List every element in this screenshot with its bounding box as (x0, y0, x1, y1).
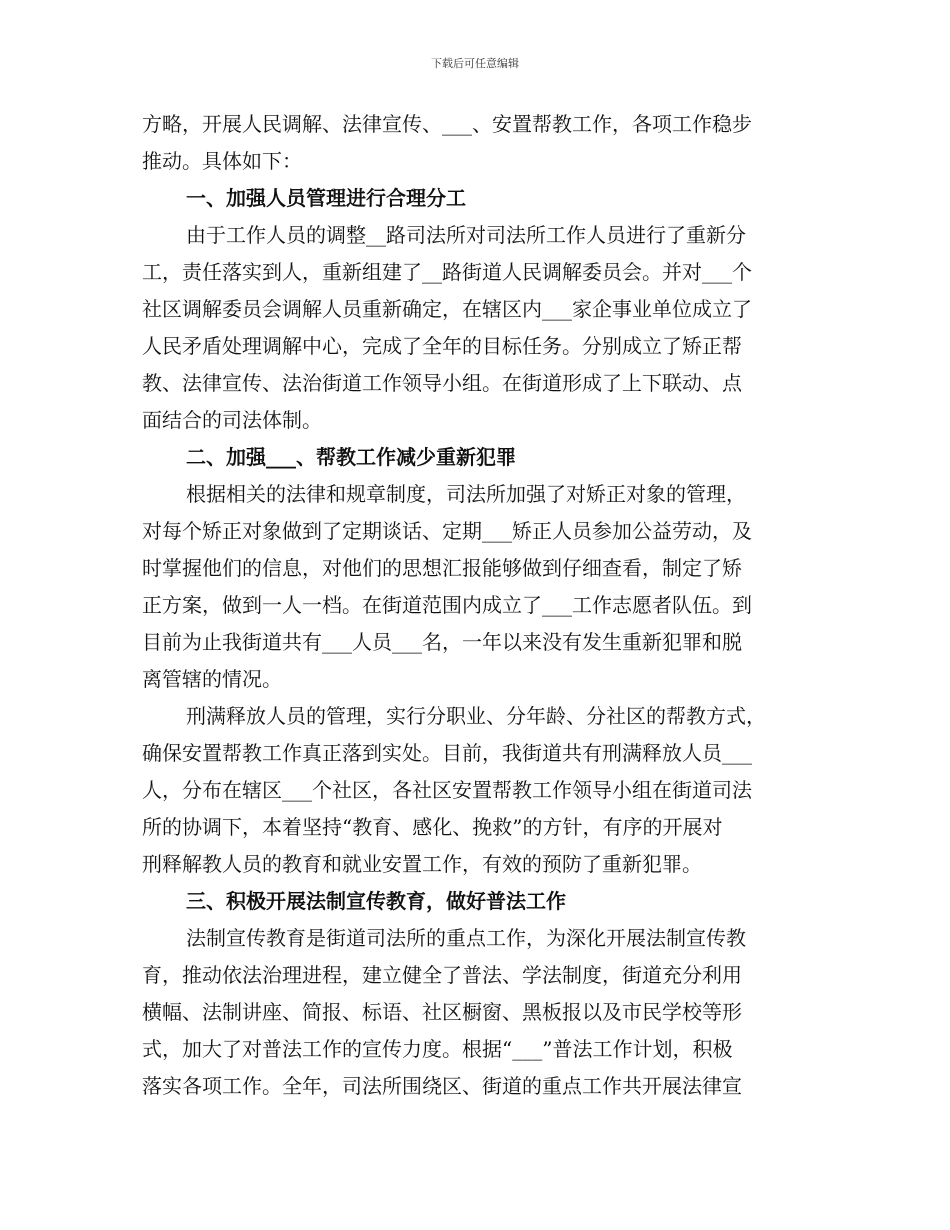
paragraph-line: 工，责任落实到人，重新组建了__路街道人民调解委员会。并对___个 (142, 260, 752, 284)
section-heading: 一、加强人员管理进行合理分工 (186, 186, 466, 210)
paragraph-line: 所的协调下，本着坚持“教育、感化、挽救”的方针，有序的开展对 (142, 815, 723, 839)
paragraph-line: 落实各项工作。全年，司法所围绕区、街道的重点工作共开展法律宣 (142, 1074, 742, 1098)
paragraph-line: 人，分布在辖区___个社区，各社区安置帮教工作领导小组在街道司法 (142, 778, 752, 802)
paragraph-line: 式，加大了对普法工作的宣传力度。根据“___”普法工作计划，积极 (142, 1037, 733, 1061)
paragraph-line: 推动。具体如下： (142, 149, 302, 173)
page-header: 下载后可任意编辑 (431, 57, 519, 70)
paragraph-line: 根据相关的法律和规章制度，司法所加强了对矫正对象的管理， (186, 482, 746, 506)
section-heading: 三、积极开展法制宣传教育，做好普法工作 (186, 889, 566, 913)
paragraph-line: 离管辖的情况。 (142, 667, 282, 691)
paragraph-line: 对每个矫正对象做到了定期谈话、定期___矫正人员参加公益劳动，及 (142, 519, 752, 543)
paragraph-line: 正方案，做到一人一档。在街道范围内成立了___工作志愿者队伍。到 (142, 593, 752, 617)
paragraph-line: 确保安置帮教工作真正落到实处。目前，我街道共有刑满释放人员___ (142, 741, 752, 765)
paragraph-line: 方略，开展人民调解、法律宣传、___、安置帮教工作，各项工作稳步 (142, 112, 752, 136)
document-body (142, 106, 810, 1105)
paragraph-line: 刑释解教人员的教育和就业安置工作，有效的预防了重新犯罪。 (142, 852, 702, 876)
paragraph-line: 育，推动依法治理进程，建立健全了普法、学法制度，街道充分利用 (142, 963, 742, 987)
paragraph-line: 时掌握他们的信息，对他们的思想汇报能够做到仔细查看，制定了矫 (142, 556, 742, 580)
paragraph-line: 人民矛盾处理调解中心，完成了全年的目标任务。分别成立了矫正帮 (142, 334, 742, 358)
paragraph-line: 由于工作人员的调整__路司法所对司法所工作人员进行了重新分 (186, 223, 746, 247)
paragraph-line: 面结合的司法体制。 (142, 408, 322, 432)
paragraph-line: 横幅、法制讲座、简报、标语、社区橱窗、黑板报以及市民学校等形 (142, 1000, 742, 1024)
section-heading: 二、加强___、帮教工作减少重新犯罪 (186, 445, 516, 469)
paragraph-line: 刑满释放人员的管理，实行分职业、分年龄、分社区的帮教方式， (186, 704, 766, 728)
paragraph-line: 目前为止我街道共有___人员___名，一年以来没有发生重新犯罪和脱 (142, 630, 742, 654)
paragraph-line: 法制宣传教育是街道司法所的重点工作，为深化开展法制宣传教 (186, 926, 746, 950)
paragraph-line: 教、法律宣传、法治街道工作领导小组。在街道形成了上下联动、点 (142, 371, 742, 395)
paragraph-line: 社区调解委员会调解人员重新确定，在辖区内___家企事业单位成立了 (142, 297, 752, 321)
